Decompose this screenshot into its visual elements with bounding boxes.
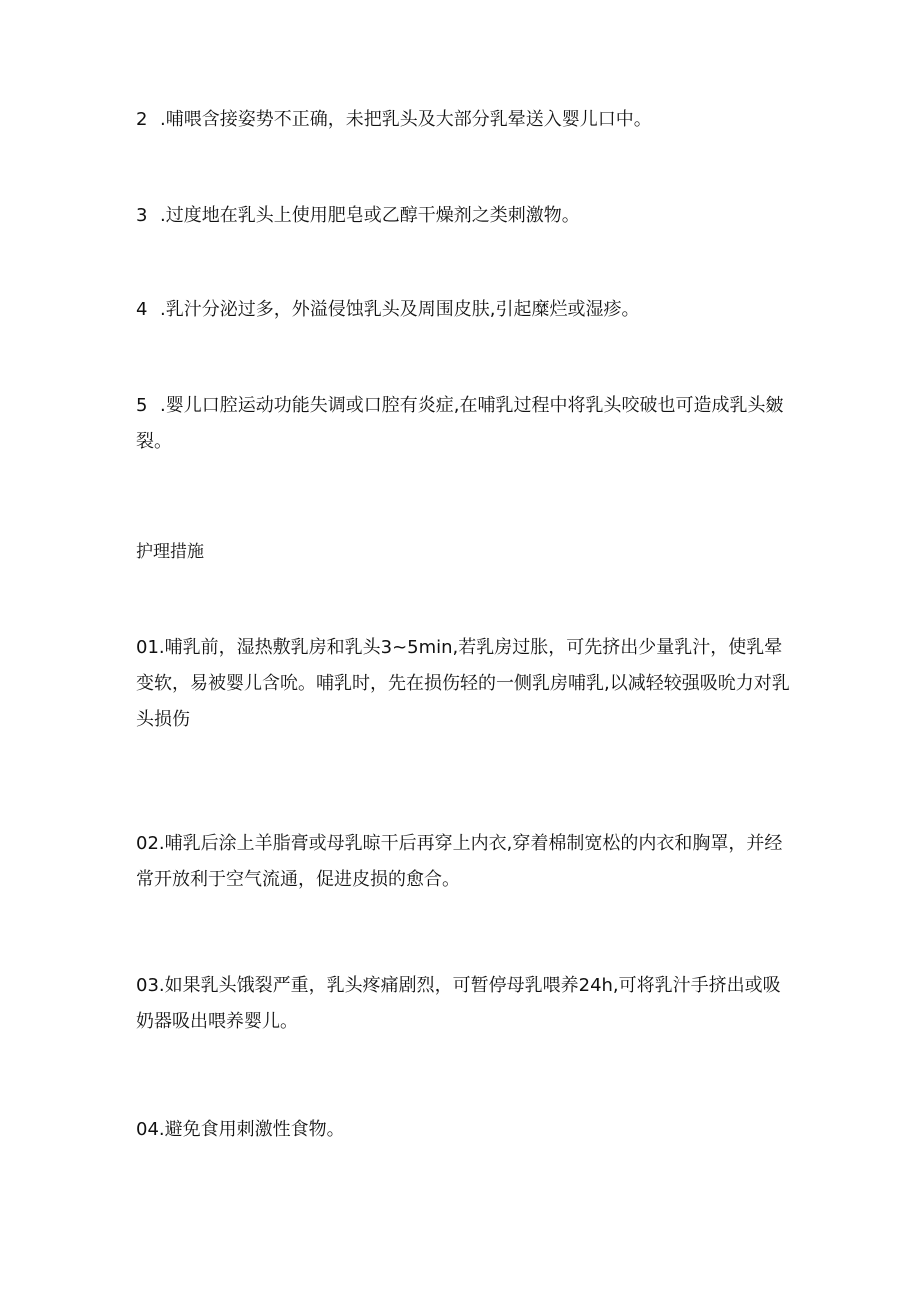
- cause-text: .哺喂含接姿势不正确，未把乳头及大部分乳晕送入婴儿口中。: [160, 109, 652, 130]
- cause-item-5: [136, 388, 798, 460]
- cause-item-2: [136, 102, 798, 138]
- measure-item-02: 02.哺乳后涂上羊脂膏或母乳晾干后再穿上内衣,穿着棉制宽松的内衣和胸罩，并经常开放利于空气流通，促进皮损的愈合。: [136, 833, 783, 890]
- cause-number: 3: [136, 205, 148, 226]
- cause-number: 2: [136, 109, 148, 130]
- cause-number: 5: [136, 395, 148, 416]
- cause-item-4: [136, 292, 798, 328]
- measure-item-01: 01.哺乳前，湿热敷乳房和乳头3~5min,若乳房过胀，可先挤出少量乳汁，使乳晕变软，易被婴儿含吮。哺乳时，先在损伤轻的一侧乳房哺乳,以减轻较强吸吮力对乳头损伤: [136, 637, 790, 730]
- cause-text: .过度地在乳头上使用肥皂或乙醇干燥剂之类刺激物。: [160, 205, 580, 226]
- cause-text: .乳汁分泌过多，外溢侵蚀乳头及周围皮肤,引起糜烂或湿疹。: [160, 299, 640, 320]
- measure-item-04: 04.避免食用刺激性食物。: [136, 1119, 345, 1140]
- cause-number: 4: [136, 299, 148, 320]
- cause-item-3: [136, 198, 798, 234]
- section-heading-nursing-measures: 护理措施: [136, 542, 204, 562]
- measure-item-03: 03.如果乳头饿裂严重，乳头疼痛剧烈，可暂停母乳喂养24h,可将乳汁手挤出或吸奶器吸出喂养婴儿。: [136, 975, 781, 1032]
- cause-text: .婴儿口腔运动功能失调或口腔有炎症,在哺乳过程中将乳头咬破也可造成乳头皴裂。: [136, 395, 784, 452]
